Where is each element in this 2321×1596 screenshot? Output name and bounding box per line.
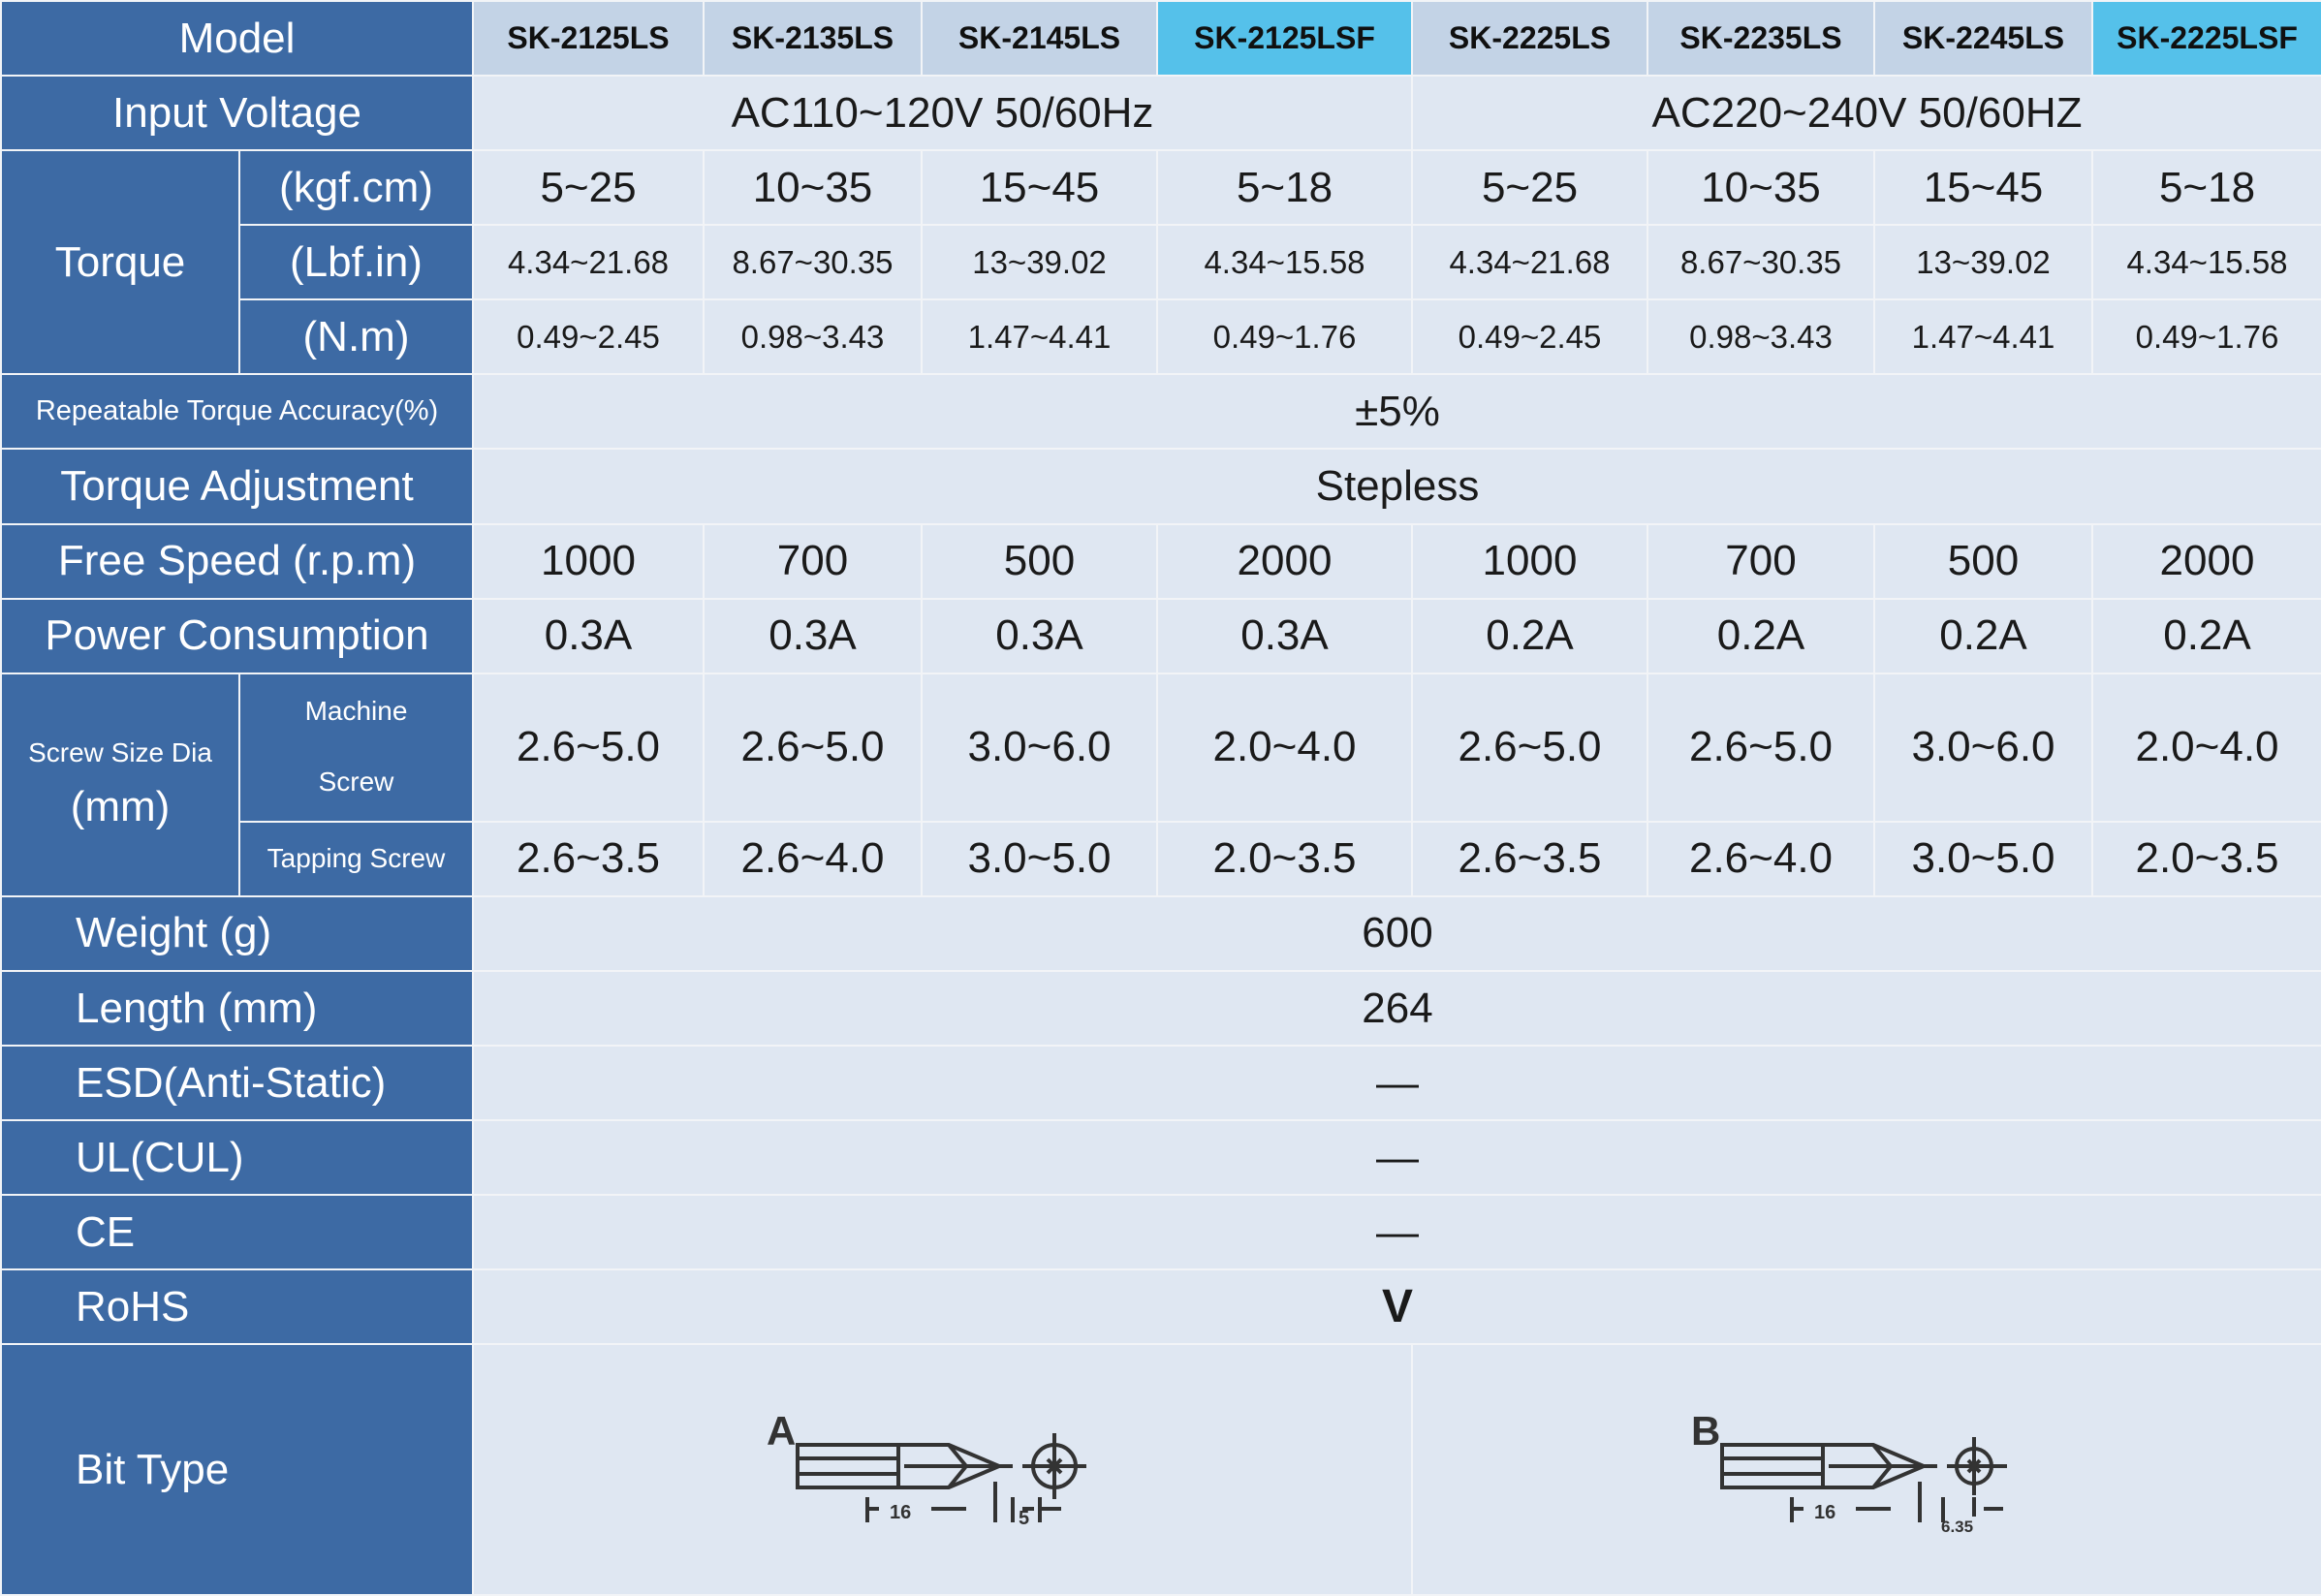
torque-label: Torque	[1, 150, 239, 374]
rohs-row	[1, 1269, 2321, 1344]
tapping-screw-value: 2.6~4.0	[704, 822, 922, 896]
model-name: SK-2145LS	[922, 1, 1157, 76]
power-value: 0.2A	[1874, 599, 2092, 673]
torque-lbf-value: 4.34~15.58	[2092, 225, 2321, 299]
accuracy-value: ±5%	[473, 374, 2321, 449]
tapping-screw-value: 2.0~3.5	[1157, 822, 1412, 896]
adjustment-row	[1, 449, 2321, 523]
rohs-label: RoHS	[1, 1269, 473, 1344]
torque-unit-lbf: (Lbf.in)	[239, 225, 473, 299]
tapping-screw-value: 2.0~3.5	[2092, 822, 2321, 896]
bit-type-row	[1, 1344, 2321, 1595]
bit-b-dim-tip: 6.35	[1940, 1517, 1973, 1536]
free-speed-value: 500	[1874, 524, 2092, 599]
ul-value: —	[473, 1120, 2321, 1195]
esd-label: ESD(Anti-Static)	[1, 1046, 473, 1120]
tapping-screw-value: 2.6~3.5	[473, 822, 704, 896]
machine-screw-value: 2.6~5.0	[1412, 673, 1647, 822]
torque-nm-row	[1, 299, 2321, 374]
torque-nm-value: 0.49~2.45	[473, 299, 704, 374]
esd-row	[1, 1046, 2321, 1120]
bit-b-diagram-icon	[1683, 1402, 2052, 1538]
length-label: Length (mm)	[1, 971, 473, 1046]
torque-lbf-value: 13~39.02	[922, 225, 1157, 299]
power-row	[1, 599, 2321, 673]
screw-machine-row	[1, 673, 2321, 822]
bit-type-a-cell	[473, 1344, 1412, 1595]
torque-nm-value: 1.47~4.41	[922, 299, 1157, 374]
bit-a-letter: A	[766, 1407, 796, 1454]
torque-lbf-value: 8.67~30.35	[704, 225, 922, 299]
input-voltage-group2: AC220~240V 50/60HZ	[1412, 76, 2321, 150]
free-speed-value: 700	[704, 524, 922, 599]
model-name: SK-2125LS	[473, 1, 704, 76]
bit-b-letter: B	[1690, 1407, 1720, 1454]
tapping-screw-value: 3.0~5.0	[1874, 822, 2092, 896]
weight-row	[1, 896, 2321, 971]
machine-screw-value: 2.6~5.0	[473, 673, 704, 822]
length-value: 264	[473, 971, 2321, 1046]
machine-screw-value: 2.6~5.0	[1647, 673, 1874, 822]
torque-lbf-row	[1, 225, 2321, 299]
power-value: 0.2A	[2092, 599, 2321, 673]
length-row	[1, 971, 2321, 1046]
accuracy-label: Repeatable Torque Accuracy(%)	[1, 374, 473, 449]
power-value: 0.3A	[922, 599, 1157, 673]
rohs-value: V	[473, 1269, 2321, 1344]
ul-row	[1, 1120, 2321, 1195]
tapping-screw-value: 2.6~3.5	[1412, 822, 1647, 896]
model-name: SK-2225LS	[1412, 1, 1647, 76]
ce-label: CE	[1, 1195, 473, 1269]
torque-kgf-value: 5~25	[1412, 150, 1647, 225]
model-name-highlighted: SK-2125LSF	[1157, 1, 1412, 76]
model-name: SK-2235LS	[1647, 1, 1874, 76]
power-value: 0.3A	[1157, 599, 1412, 673]
bit-a-dim-tip: 5	[1018, 1507, 1029, 1529]
machine-screw-label-line2: Screw	[318, 767, 394, 798]
free-speed-value: 500	[922, 524, 1157, 599]
torque-nm-value: 0.49~1.76	[1157, 299, 1412, 374]
torque-kgf-value: 5~18	[1157, 150, 1412, 225]
torque-lbf-value: 4.34~21.68	[473, 225, 704, 299]
model-row	[1, 1, 2321, 76]
weight-label: Weight (g)	[1, 896, 473, 971]
torque-nm-value: 0.98~3.43	[1647, 299, 1874, 374]
weight-value: 600	[473, 896, 2321, 971]
bit-type-label: Bit Type	[1, 1344, 473, 1595]
machine-screw-label	[239, 673, 473, 822]
adjustment-label: Torque Adjustment	[1, 449, 473, 523]
accuracy-row	[1, 374, 2321, 449]
torque-kgf-row	[1, 150, 2321, 225]
screw-size-label-line2: (mm)	[70, 783, 171, 831]
free-speed-value: 2000	[2092, 524, 2321, 599]
screw-size-label	[1, 673, 239, 896]
free-speed-value: 2000	[1157, 524, 1412, 599]
screw-size-label-line1: Screw Size Dia	[28, 736, 212, 767]
free-speed-value: 700	[1647, 524, 1874, 599]
torque-kgf-value: 15~45	[1874, 150, 2092, 225]
torque-kgf-value: 5~25	[473, 150, 704, 225]
machine-screw-value: 3.0~6.0	[1874, 673, 2092, 822]
adjustment-value: Stepless	[473, 449, 2321, 523]
model-name: SK-2245LS	[1874, 1, 2092, 76]
screw-tapping-row	[1, 822, 2321, 896]
machine-screw-value: 2.0~4.0	[2092, 673, 2321, 822]
ul-label: UL(CUL)	[1, 1120, 473, 1195]
bit-a-dim-length: 16	[889, 1501, 911, 1523]
bit-a-diagram-icon	[759, 1402, 1127, 1538]
tapping-screw-label: Tapping Screw	[239, 822, 473, 896]
tapping-screw-value: 3.0~5.0	[922, 822, 1157, 896]
torque-lbf-value: 8.67~30.35	[1647, 225, 1874, 299]
ce-value: —	[473, 1195, 2321, 1269]
machine-screw-value: 2.6~5.0	[704, 673, 922, 822]
model-label: Model	[1, 1, 473, 76]
power-value: 0.3A	[704, 599, 922, 673]
machine-screw-value: 2.0~4.0	[1157, 673, 1412, 822]
model-name: SK-2135LS	[704, 1, 922, 76]
free-speed-value: 1000	[1412, 524, 1647, 599]
input-voltage-group1: AC110~120V 50/60Hz	[473, 76, 1412, 150]
power-value: 0.2A	[1647, 599, 1874, 673]
torque-lbf-value: 13~39.02	[1874, 225, 2092, 299]
torque-nm-value: 0.98~3.43	[704, 299, 922, 374]
input-voltage-label: Input Voltage	[1, 76, 473, 150]
ce-row	[1, 1195, 2321, 1269]
torque-kgf-value: 5~18	[2092, 150, 2321, 225]
torque-kgf-value: 15~45	[922, 150, 1157, 225]
torque-nm-value: 0.49~1.76	[2092, 299, 2321, 374]
bit-b-dim-length: 16	[1813, 1501, 1835, 1523]
torque-lbf-value: 4.34~21.68	[1412, 225, 1647, 299]
torque-nm-value: 0.49~2.45	[1412, 299, 1647, 374]
machine-screw-value: 3.0~6.0	[922, 673, 1157, 822]
input-voltage-row	[1, 76, 2321, 150]
tapping-screw-value: 2.6~4.0	[1647, 822, 1874, 896]
machine-screw-label-line1: Machine	[304, 696, 408, 727]
power-label: Power Consumption	[1, 599, 473, 673]
free-speed-value: 1000	[473, 524, 704, 599]
bit-type-b-cell	[1412, 1344, 2321, 1595]
power-value: 0.3A	[473, 599, 704, 673]
free-speed-label: Free Speed (r.p.m)	[1, 524, 473, 599]
torque-kgf-value: 10~35	[1647, 150, 1874, 225]
torque-kgf-value: 10~35	[704, 150, 922, 225]
torque-unit-nm: (N.m)	[239, 299, 473, 374]
torque-unit-kgf: (kgf.cm)	[239, 150, 473, 225]
model-name-highlighted: SK-2225LSF	[2092, 1, 2321, 76]
torque-nm-value: 1.47~4.41	[1874, 299, 2092, 374]
esd-value: —	[473, 1046, 2321, 1120]
torque-lbf-value: 4.34~15.58	[1157, 225, 1412, 299]
free-speed-row	[1, 524, 2321, 599]
power-value: 0.2A	[1412, 599, 1647, 673]
